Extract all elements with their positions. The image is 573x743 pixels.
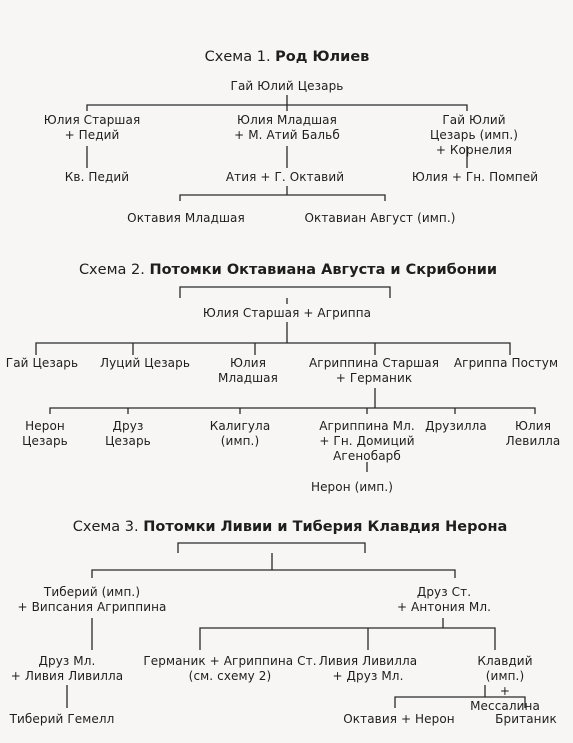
s2-child-2: Луций Цезарь [99,356,191,370]
s3-child-1: Тиберий (имп.) + Випсания Агриппина [17,585,167,614]
scheme1-title [205,49,370,65]
scheme2-title-prefix: Схема 2. [78,262,145,278]
s1-root: Гай Юлий Цезарь [230,79,344,93]
s2-children-bar [36,343,510,355]
s1-grandchild-2: Атия + Г. Октавий [225,170,345,184]
s2-grandchild-3: Калигула (имп.) [209,419,271,448]
s2-child-4: Агриппина Старшая + Германик [308,356,440,385]
s2-grandchild-6: Юлия Левилла [505,419,561,448]
s1-grandchild-3: Юлия + Гн. Помпей [411,170,539,184]
scheme3-title-bold: Потомки Ливии и Тиберия Клавдия Нерона [143,519,508,535]
s3-great-3: Британик [495,712,557,726]
s2-child-5: Агриппа Постум [453,356,559,370]
s2-child-3: Юлия Младшая [218,356,278,385]
scheme3-title [73,519,508,535]
s2-grandchild-5: Друзилла [425,419,487,433]
s2-g-bar [50,408,535,414]
s1-great-1: Октавия Младшая [127,211,245,225]
s2-root: Юлия Старшая + Агриппа [202,306,372,320]
s3-top-bracket [178,543,365,570]
s3-child-2: Друз Ст. + Антония Мл. [396,585,492,614]
scheme2-title-bold: Потомки Октавиана Августа и Скрибонии [149,262,498,278]
s1-children-bar [87,105,467,111]
scheme1-title-bold: Род Юлиев [275,49,370,65]
s1-grandchild-1: Кв. Педий [64,170,130,184]
s2-grandchild-1: Нерон Цезарь [22,419,68,448]
s3-children-bar [92,570,455,578]
s1-child-3: Гай Юлий Цезарь (имп.) + Корнелия [429,113,519,157]
s1-gg-bar [180,195,385,201]
s1-child-1: Юлия Старшая + Педий [43,113,141,142]
scheme2-title [79,262,497,278]
s2-child-1: Гай Цезарь [5,356,79,370]
s2-top-bracket [180,287,390,304]
s1-child-2: Юлия Младшая + М. Атий Бальб [234,113,340,142]
s2-great-1: Нерон (имп.) [310,480,394,494]
s3-grandchild-1: Друз Мл. + Ливия Ливилла [10,654,124,683]
s3-great-2: Октавия + Нерон [343,712,455,726]
scheme1-title-prefix: Схема 1. [204,49,271,65]
s3-grandchild-3: Ливия Ливилла + Друз Мл. [318,654,418,683]
s3-great-1: Тиберий Гемелл [9,712,115,726]
s1-great-2: Октавиан Август (имп.) [304,211,456,225]
s3-grandchild-2: Германик + Агриппина Ст. (см. схему 2) [143,654,317,683]
s3-g-bar [200,628,495,650]
scheme3-title-prefix: Схема 3. [72,519,139,535]
s3-grandchild-4: Клавдий (имп.) + Мессалина [470,654,540,713]
s2-grandchild-4: Агриппина Мл. + Гн. Домиций Агенобарб [319,419,415,463]
s2-grandchild-2: Друз Цезарь [105,419,151,448]
